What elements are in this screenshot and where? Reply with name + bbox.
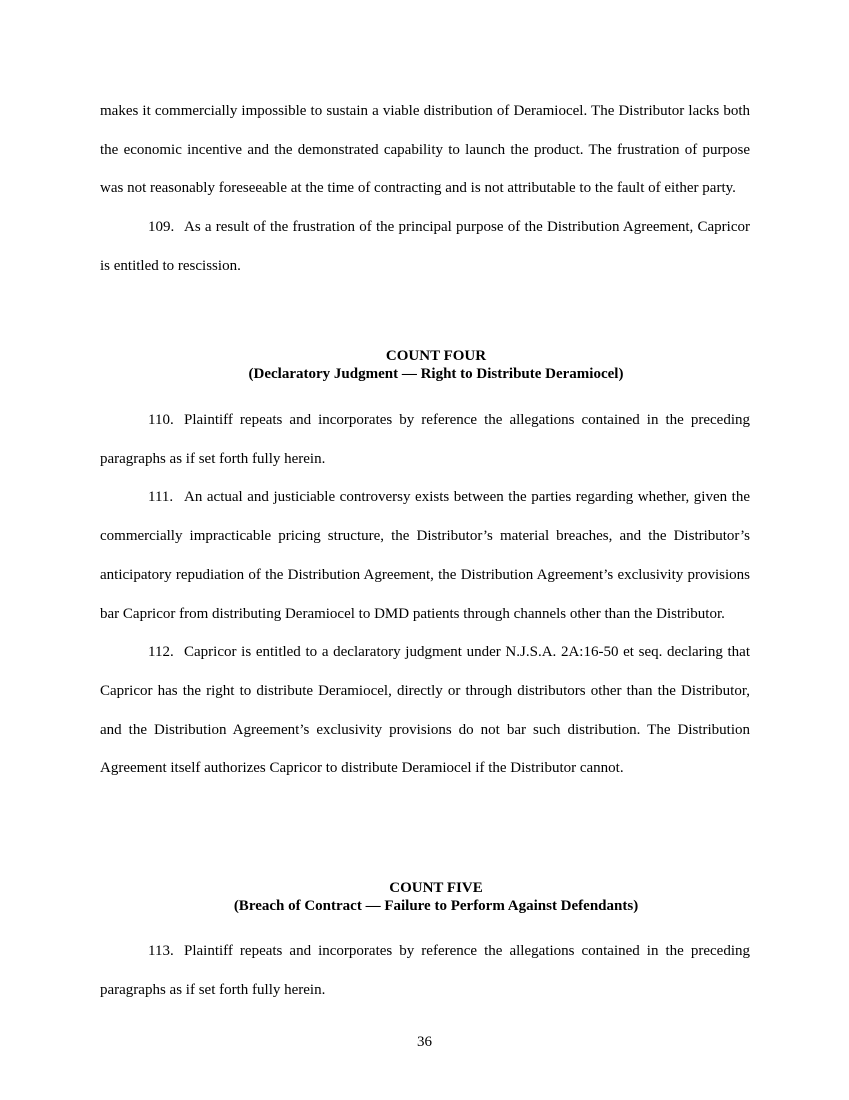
paragraph-113 [100,932,750,1009]
paragraph-112 [100,633,750,788]
paragraph-block-top [100,92,750,286]
paragraph-block-count-five [100,932,750,1009]
paragraph-text: An actual and justiciable controversy exists between the parties regarding whether, given the commercially impracticable pricing structure, the Distributor’s material breaches, and the Distributor’s anticipatory repudiation of the Distribution Agreement, the Distribution Agreement’s exclusivity provisions bar Capricor from distributing Deramiocel to DMD patients through channels other than the Distributor. [100,489,750,622]
paragraph-text: Plaintiff repeats and incorporates by reference the allegations contained in the preceding paragraphs as if set forth fully herein. [100,943,750,998]
paragraph-number: 111. [148,489,174,506]
paragraph-text: Capricor is entitled to a declaratory judgment under N.J.S.A. 2A:16-50 et seq. declaring that Capricor has the right to distribute Deramiocel, directly or through distributors other than the Distributor, and the Distribution Agreement’s exclusivity provisions do not bar such distribution. The Distribution Agreement itself authorizes Capricor to distribute Deramiocel if the Distributor cannot. [100,644,750,777]
paragraph-continuation [100,92,750,208]
paragraph-number: 113. [148,943,174,959]
paragraph-text: As a result of the frustration of the principal purpose of the Distribution Agreement, Capricor is entitled to rescission. [100,219,750,274]
paragraph-110 [100,401,750,478]
page-number: 36 [417,1034,432,1050]
paragraph-number: 110. [148,412,174,428]
count-five-title: COUNT FIVE [389,880,483,896]
count-five-heading [100,879,772,915]
count-four-heading [100,347,772,383]
paragraph-109 [100,208,750,285]
paragraph-number: 112. [148,644,174,661]
paragraph-text: makes it commercially impossible to sustain a viable distribution of Deramiocel. The Distributor lacks both the economic incentive and the demonstrated capability to launch the product. The frustration of purpose was not reasonably foreseeable at the time of contracting and is not attributable to the fault of either party. [100,103,750,197]
count-four-subtitle: (Declaratory Judgment — Right to Distribute Deramiocel) [248,366,624,382]
count-four-title: COUNT FOUR [385,348,487,364]
paragraph-111 [100,478,750,633]
paragraph-number: 109. [148,219,175,236]
paragraph-text: Plaintiff repeats and incorporates by reference the allegations contained in the preceding paragraphs as if set forth fully herein. [100,412,750,467]
count-five-subtitle: (Breach of Contract — Failure to Perform Against Defendants) [233,898,639,914]
paragraph-block-count-four [100,401,750,788]
